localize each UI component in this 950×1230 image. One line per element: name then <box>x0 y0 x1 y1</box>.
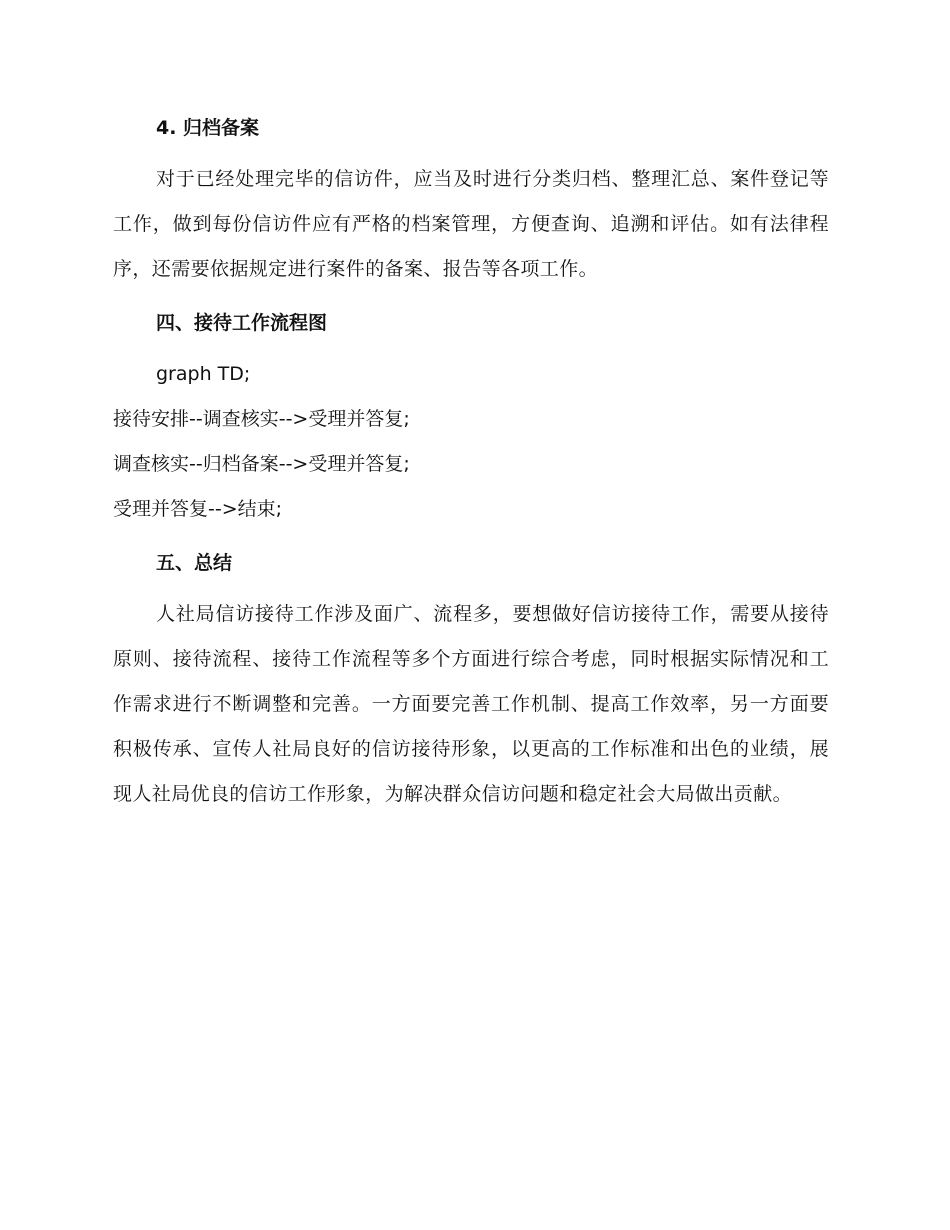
flowchart-code-line: 调查核实--归档备案-->受理并答复; <box>113 453 410 475</box>
archive-paragraph: 对于已经处理完毕的信访件，应当及时进行分类归档、整理汇总、案件登记等工作，做到每份信访件应有严格的档案管理，方便查询、追溯和评估。如有法律程序，还需要依据规定进行案件的备案、报告等各项工作。 <box>113 168 829 280</box>
summary-heading: 五、总结 <box>156 552 233 574</box>
flowchart-code-line: 受理并答复-->结束; <box>113 498 283 520</box>
flowchart-heading: 四、接待工作流程图 <box>156 312 328 334</box>
flowchart-code-line: 接待安排--调查核实-->受理并答复; <box>113 408 410 430</box>
flowchart-code-line: graph TD; <box>156 363 251 385</box>
archive-heading: 4. 归档备案 <box>156 117 260 139</box>
summary-paragraph: 人社局信访接待工作涉及面广、流程多，要想做好信访接待工作，需要从接待原则、接待流程、接待工作流程等多个方面进行综合考虑，同时根据实际情况和工作需求进行不断调整和完善。一方面要完善工作机制、提高工作效率，另一方面要积极传承、宣传人社局良好的信访接待形象，以更高的工作标准和出色的业绩，展现人社局优良的信访工作形象，为解决群众信访问题和稳定社会大局做出贡献。 <box>113 603 829 805</box>
flowchart-code-block <box>113 352 829 532</box>
document-body <box>113 112 829 817</box>
